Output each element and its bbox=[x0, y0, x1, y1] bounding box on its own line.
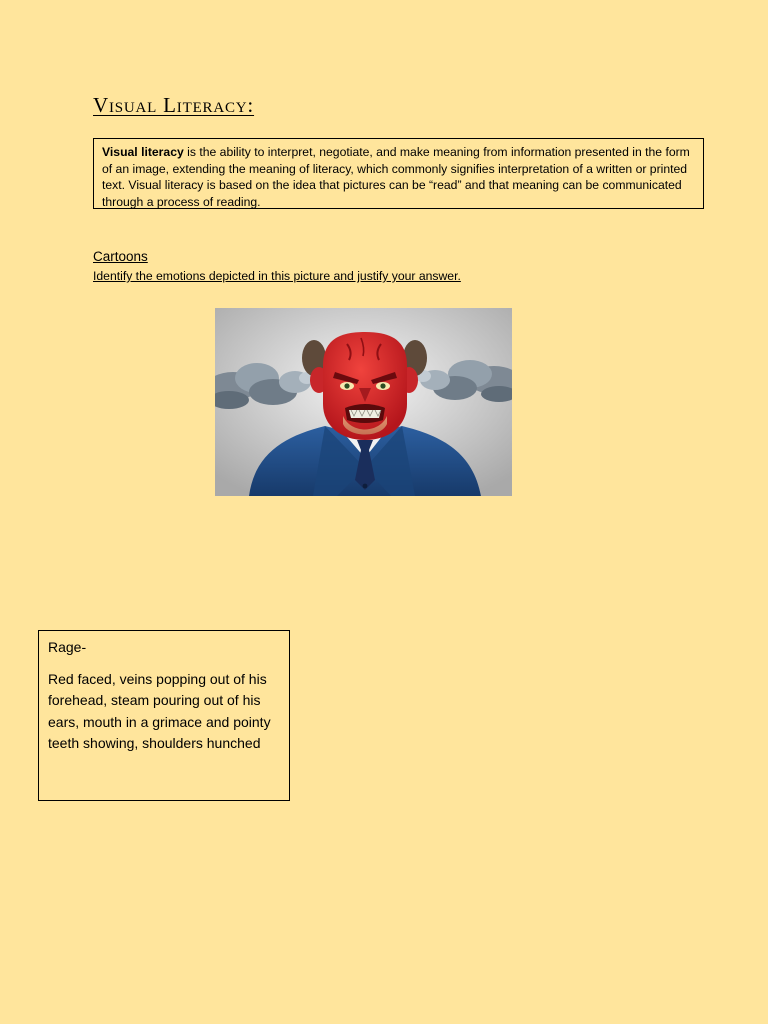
page-title: Visual Literacy: bbox=[93, 93, 255, 117]
answer-title: Rage- bbox=[48, 639, 87, 655]
definition-box bbox=[93, 138, 704, 209]
answer-body: Red faced, veins popping out of his forehead, steam pouring out of his ears, mouth in a grimace and pointy teeth showing, shoulders hunched bbox=[48, 670, 271, 751]
definition-term: Visual literacy bbox=[102, 145, 184, 159]
answer-box bbox=[38, 630, 290, 801]
definition-text: is the ability to interpret, negotiate, and make meaning from information presented in the form of an image, extending the meaning of literacy, which commonly signifies interpretation of a written or printed text. Visual literacy is based on the idea that pictures can be “read” and that meaning can be communicated through a process of reading. bbox=[102, 145, 690, 209]
angry-man-illustration bbox=[215, 308, 512, 496]
section-heading: Cartoons bbox=[93, 249, 148, 264]
instruction-text: Identify the emotions depicted in this picture and justify your answer. bbox=[93, 269, 461, 283]
